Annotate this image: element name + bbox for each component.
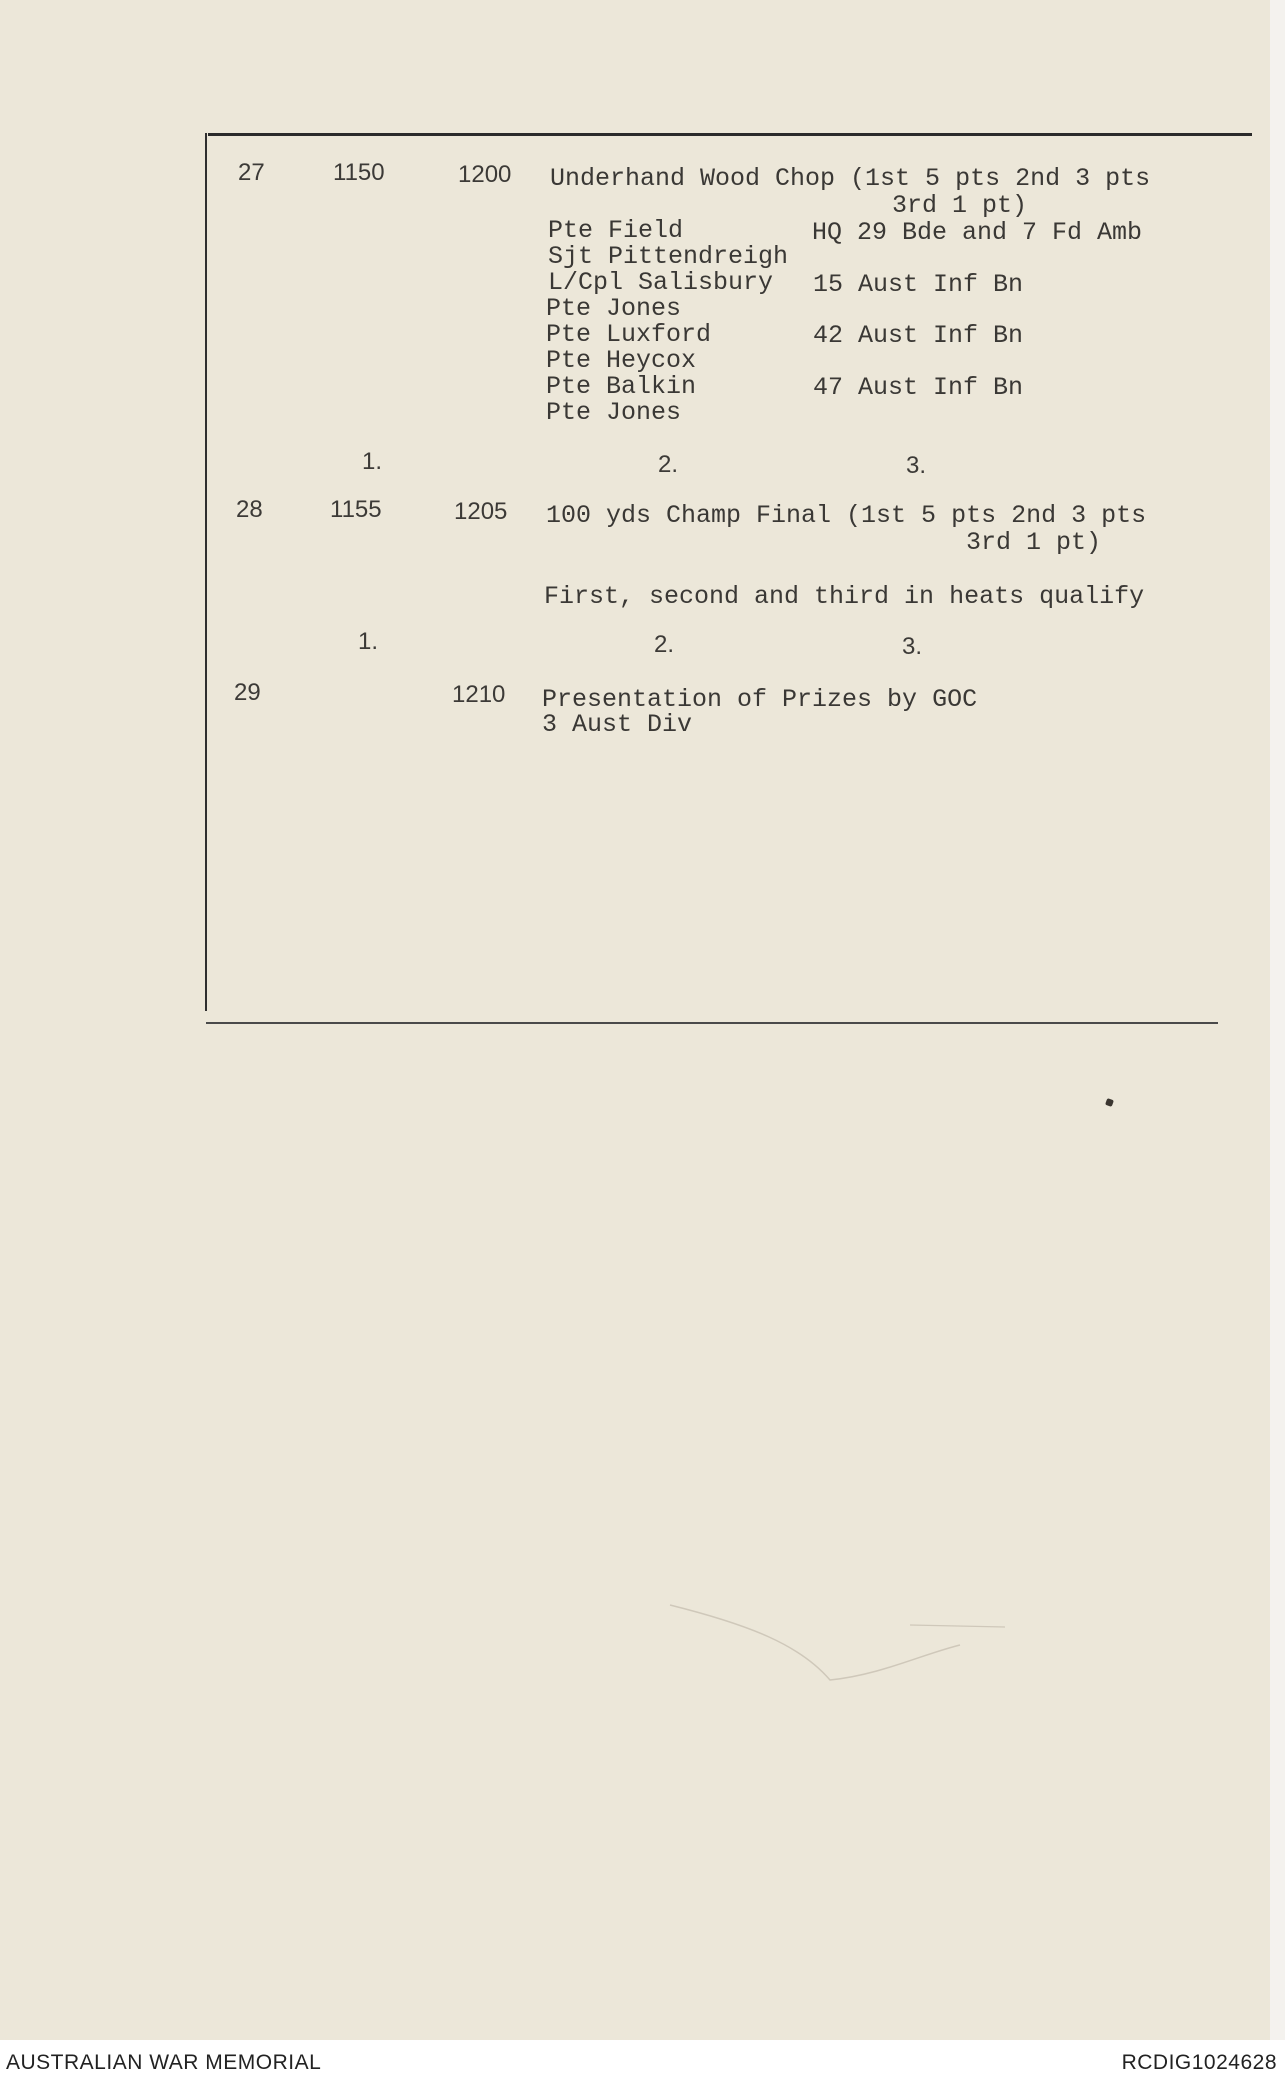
- competitor-name: Pte Heycox: [546, 346, 697, 375]
- table-left-rule: [205, 133, 207, 1011]
- competitor-unit: HQ 29 Bde and 7 Fd Amb: [812, 218, 1143, 247]
- event-start-time: 1150: [333, 159, 385, 186]
- competitor-unit: 47 Aust Inf Bn: [813, 373, 1024, 402]
- place-first: 1.: [358, 628, 379, 655]
- event-title: Presentation of Prizes by GOC: [542, 685, 978, 714]
- archive-credit: AUSTRALIAN WAR MEMORIAL: [6, 2051, 322, 2074]
- place-first: 1.: [362, 448, 383, 475]
- event-title-continued: 3 Aust Div: [542, 710, 693, 739]
- competitor-name: Pte Jones: [546, 294, 682, 323]
- event-finish-time: 1210: [452, 681, 506, 708]
- event-note: First, second and third in heats qualify: [544, 582, 1145, 611]
- event-title: 100 yds Champ Final (1st 5 pts 2nd 3 pts: [546, 501, 1147, 530]
- event-number: 29: [234, 679, 261, 706]
- competitor-unit: 15 Aust Inf Bn: [813, 270, 1024, 299]
- place-second: 2.: [658, 451, 679, 478]
- event-title-continued: 3rd 1 pt): [892, 191, 1028, 220]
- competitor-unit: 42 Aust Inf Bn: [813, 321, 1024, 350]
- competitor-name: L/Cpl Salisbury: [548, 268, 774, 297]
- place-third: 3.: [906, 452, 927, 479]
- competitor-name: Pte Balkin: [546, 372, 697, 401]
- archive-id: RCDIG1024628: [1121, 2051, 1277, 2074]
- event-finish-time: 1200: [458, 161, 512, 188]
- pencil-mark: [660, 1585, 1020, 1685]
- event-title-continued: 3rd 1 pt): [966, 528, 1102, 557]
- event-title: Underhand Wood Chop (1st 5 pts 2nd 3 pts: [550, 164, 1151, 193]
- competitor-name: Pte Field: [548, 216, 684, 245]
- table-top-rule: [208, 133, 1252, 136]
- event-number: 28: [236, 496, 263, 523]
- place-second: 2.: [654, 631, 675, 658]
- competitor-name: Sjt Pittendreigh: [548, 242, 789, 271]
- event-start-time: 1155: [330, 496, 382, 523]
- event-finish-time: 1205: [454, 498, 508, 525]
- page-edge: [1270, 0, 1285, 2040]
- competitor-name: Pte Luxford: [546, 320, 712, 349]
- event-number: 27: [238, 159, 265, 186]
- place-third: 3.: [902, 633, 923, 660]
- table-bottom-rule: [206, 1022, 1218, 1024]
- competitor-name: Pte Jones: [546, 398, 682, 427]
